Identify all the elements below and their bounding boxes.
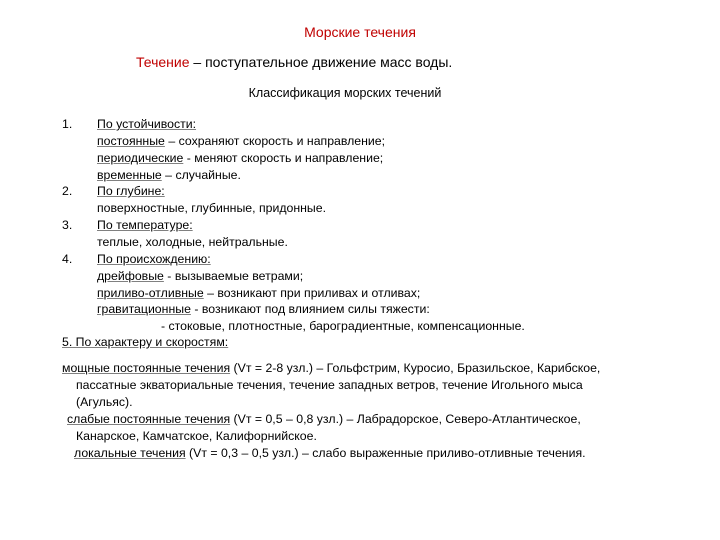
list-line: теплые, холодные, нейтральные. [97,235,288,249]
list-term: гравитационные [97,302,191,316]
definition [136,54,452,70]
list-desc: – сохраняют скорость и направление; [164,134,386,148]
list-term: приливо-отливные [97,286,204,300]
list-line [97,301,430,318]
list-heading: По происхождению: [97,252,211,266]
paragraph-line [62,360,600,377]
list-term: дрейфовые [97,269,164,283]
section-5-heading: 5. По характеру и скоростям: [62,335,229,349]
paragraph-line: (Агульяс). [76,395,133,409]
paragraph-line: пассатные экваториальные течения, течение западных ветров, течение Игольного мыса [76,378,583,392]
list-term: периодические [97,151,184,165]
classification-title: Классификация морских течений [248,86,442,100]
list-term: постоянные [97,134,165,148]
page-title: Морские течения [304,24,416,40]
paragraph-text: (Vт = 0,5 – 0,8 узл.) – Лабрадорское, Северо-Атлантическое, [230,412,581,426]
paragraph-text: (Vт = 0,3 – 0,5 узл.) – слабо выраженные приливо-отливные течения. [185,446,586,460]
list-line [97,133,385,150]
list-heading: По глубине: [97,184,165,198]
list-number: 4. [62,252,73,266]
paragraph-line [67,411,581,428]
list-line [97,268,303,285]
paragraph-line: Канарское, Камчатское, Калифорнийское. [76,429,317,443]
paragraph-term: мощные постоянные течения [62,361,231,375]
list-number: 1. [62,117,73,131]
list-line: поверхностные, глубинные, придонные. [97,201,327,215]
list-desc: – случайные. [161,168,241,182]
list-line [97,150,383,167]
list-line [97,285,420,302]
list-heading: По устойчивости: [97,117,197,131]
paragraph-term: слабые постоянные течения [67,412,231,426]
list-desc: - вызываемые ветрами; [163,269,304,283]
list-number: 3. [62,218,73,232]
list-term: временные [97,168,162,182]
definition-term: Течение [136,54,190,70]
paragraph-term: локальные течения [74,446,186,460]
list-number: 2. [62,184,73,198]
definition-text: – поступательное движение масс воды. [189,54,453,70]
list-line: - стоковые, плотностные, бароградиентные, компенсационные. [161,319,525,333]
list-desc: - возникают под влиянием силы тяжести: [190,302,430,316]
paragraph-line [74,445,586,462]
paragraph-text: (Vт = 2-8 узл.) – Гольфстрим, Куросио, Бразильское, Карибское, [230,361,601,375]
list-desc: – возникают при приливах и отливах; [203,286,421,300]
list-heading: По температуре: [97,218,193,232]
list-desc: - меняют скорость и направление; [183,151,384,165]
list-line [97,167,241,184]
